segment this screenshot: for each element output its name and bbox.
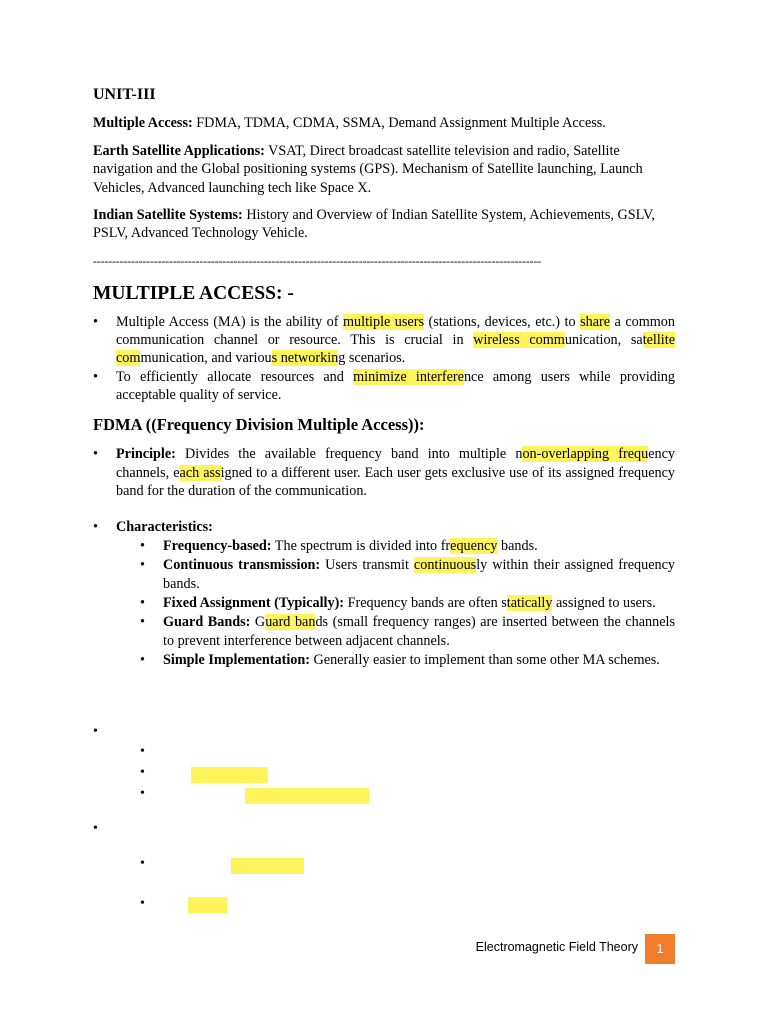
characteristic-item: • Fixed Assignment (Typically): Frequency bands are often statically assigned to users. — [140, 594, 675, 612]
empty-sub-bullet: • — [140, 896, 145, 911]
fdma-heading: FDMA ((Frequency Division Multiple Access)): — [93, 414, 425, 434]
page-footer — [470, 934, 675, 964]
unit-title: UNIT-III — [93, 86, 156, 103]
ma-bullet-list — [93, 313, 675, 405]
empty-sub-bullet: • — [140, 744, 145, 759]
empty-sub-bullet: • — [140, 786, 145, 801]
highlight-block — [191, 767, 268, 783]
fdma-list — [93, 445, 675, 537]
highlight-block — [245, 788, 369, 804]
separator-line: ---------------------------------------------------------------------------------------------------------------------- — [93, 253, 541, 268]
page-content — [93, 86, 675, 671]
characteristics-list — [93, 537, 675, 670]
empty-sub-bullet: • — [140, 856, 145, 871]
syllabus-indian-satellite: Indian Satellite Systems: History and Overview of Indian Satellite System, Achievements, GSLV, PSLV, Advanced Technology Vehicle. — [93, 207, 655, 242]
syllabus-multiple-access: Multiple Access: FDMA, TDMA, CDMA, SSMA, Demand Assignment Multiple Access. — [93, 115, 606, 132]
footer-title: Electromagnetic Field Theory — [475, 940, 638, 954]
page-number-badge: 1 — [645, 934, 675, 964]
syllabus-earth-satellite: Earth Satellite Applications: VSAT, Direct broadcast satellite television and radio, Satellite navigation and the Global positioning systems (GPS). Mechanism of Satellite launching, Launch Vehicles, Advanced launching tech like Space X. — [93, 142, 643, 196]
highlight-block — [231, 858, 304, 874]
fdma-principle: • Principle: Divides the available frequency band into multiple non-overlapping frequency channels, each assigned to a different user. Each user gets exclusive use of its assigned frequency band for the duration of the communication. — [93, 445, 675, 500]
characteristic-item: • Simple Implementation: Generally easier to implement than some other MA schemes. — [140, 651, 675, 669]
characteristic-item: • Frequency-based: The spectrum is divided into frequency bands. — [140, 537, 675, 555]
ma-bullet-purpose: • To efficiently allocate resources and minimize interference among users while providing acceptable quality of service. — [93, 368, 675, 405]
ma-bullet-definition: • Multiple Access (MA) is the ability of multiple users (stations, devices, etc.) to share a common communication channel or resource. This is crucial in wireless communication, satellite communication, and various networking scenarios. — [93, 313, 675, 368]
characteristic-item: • Continuous transmission: Users transmit continuously within their assigned frequency bands. — [140, 556, 675, 593]
spacer — [93, 500, 675, 518]
multiple-access-heading: MULTIPLE ACCESS: - — [93, 283, 294, 305]
fdma-characteristics: • Characteristics: — [93, 518, 675, 536]
empty-bullet: • — [93, 821, 98, 836]
empty-bullet: • — [93, 724, 98, 739]
highlight-block — [188, 897, 227, 913]
empty-sub-bullet: • — [140, 765, 145, 780]
characteristic-item: • Guard Bands: Guard bands (small frequency ranges) are inserted between the channels to prevent interference between adjacent channels. — [140, 613, 675, 650]
